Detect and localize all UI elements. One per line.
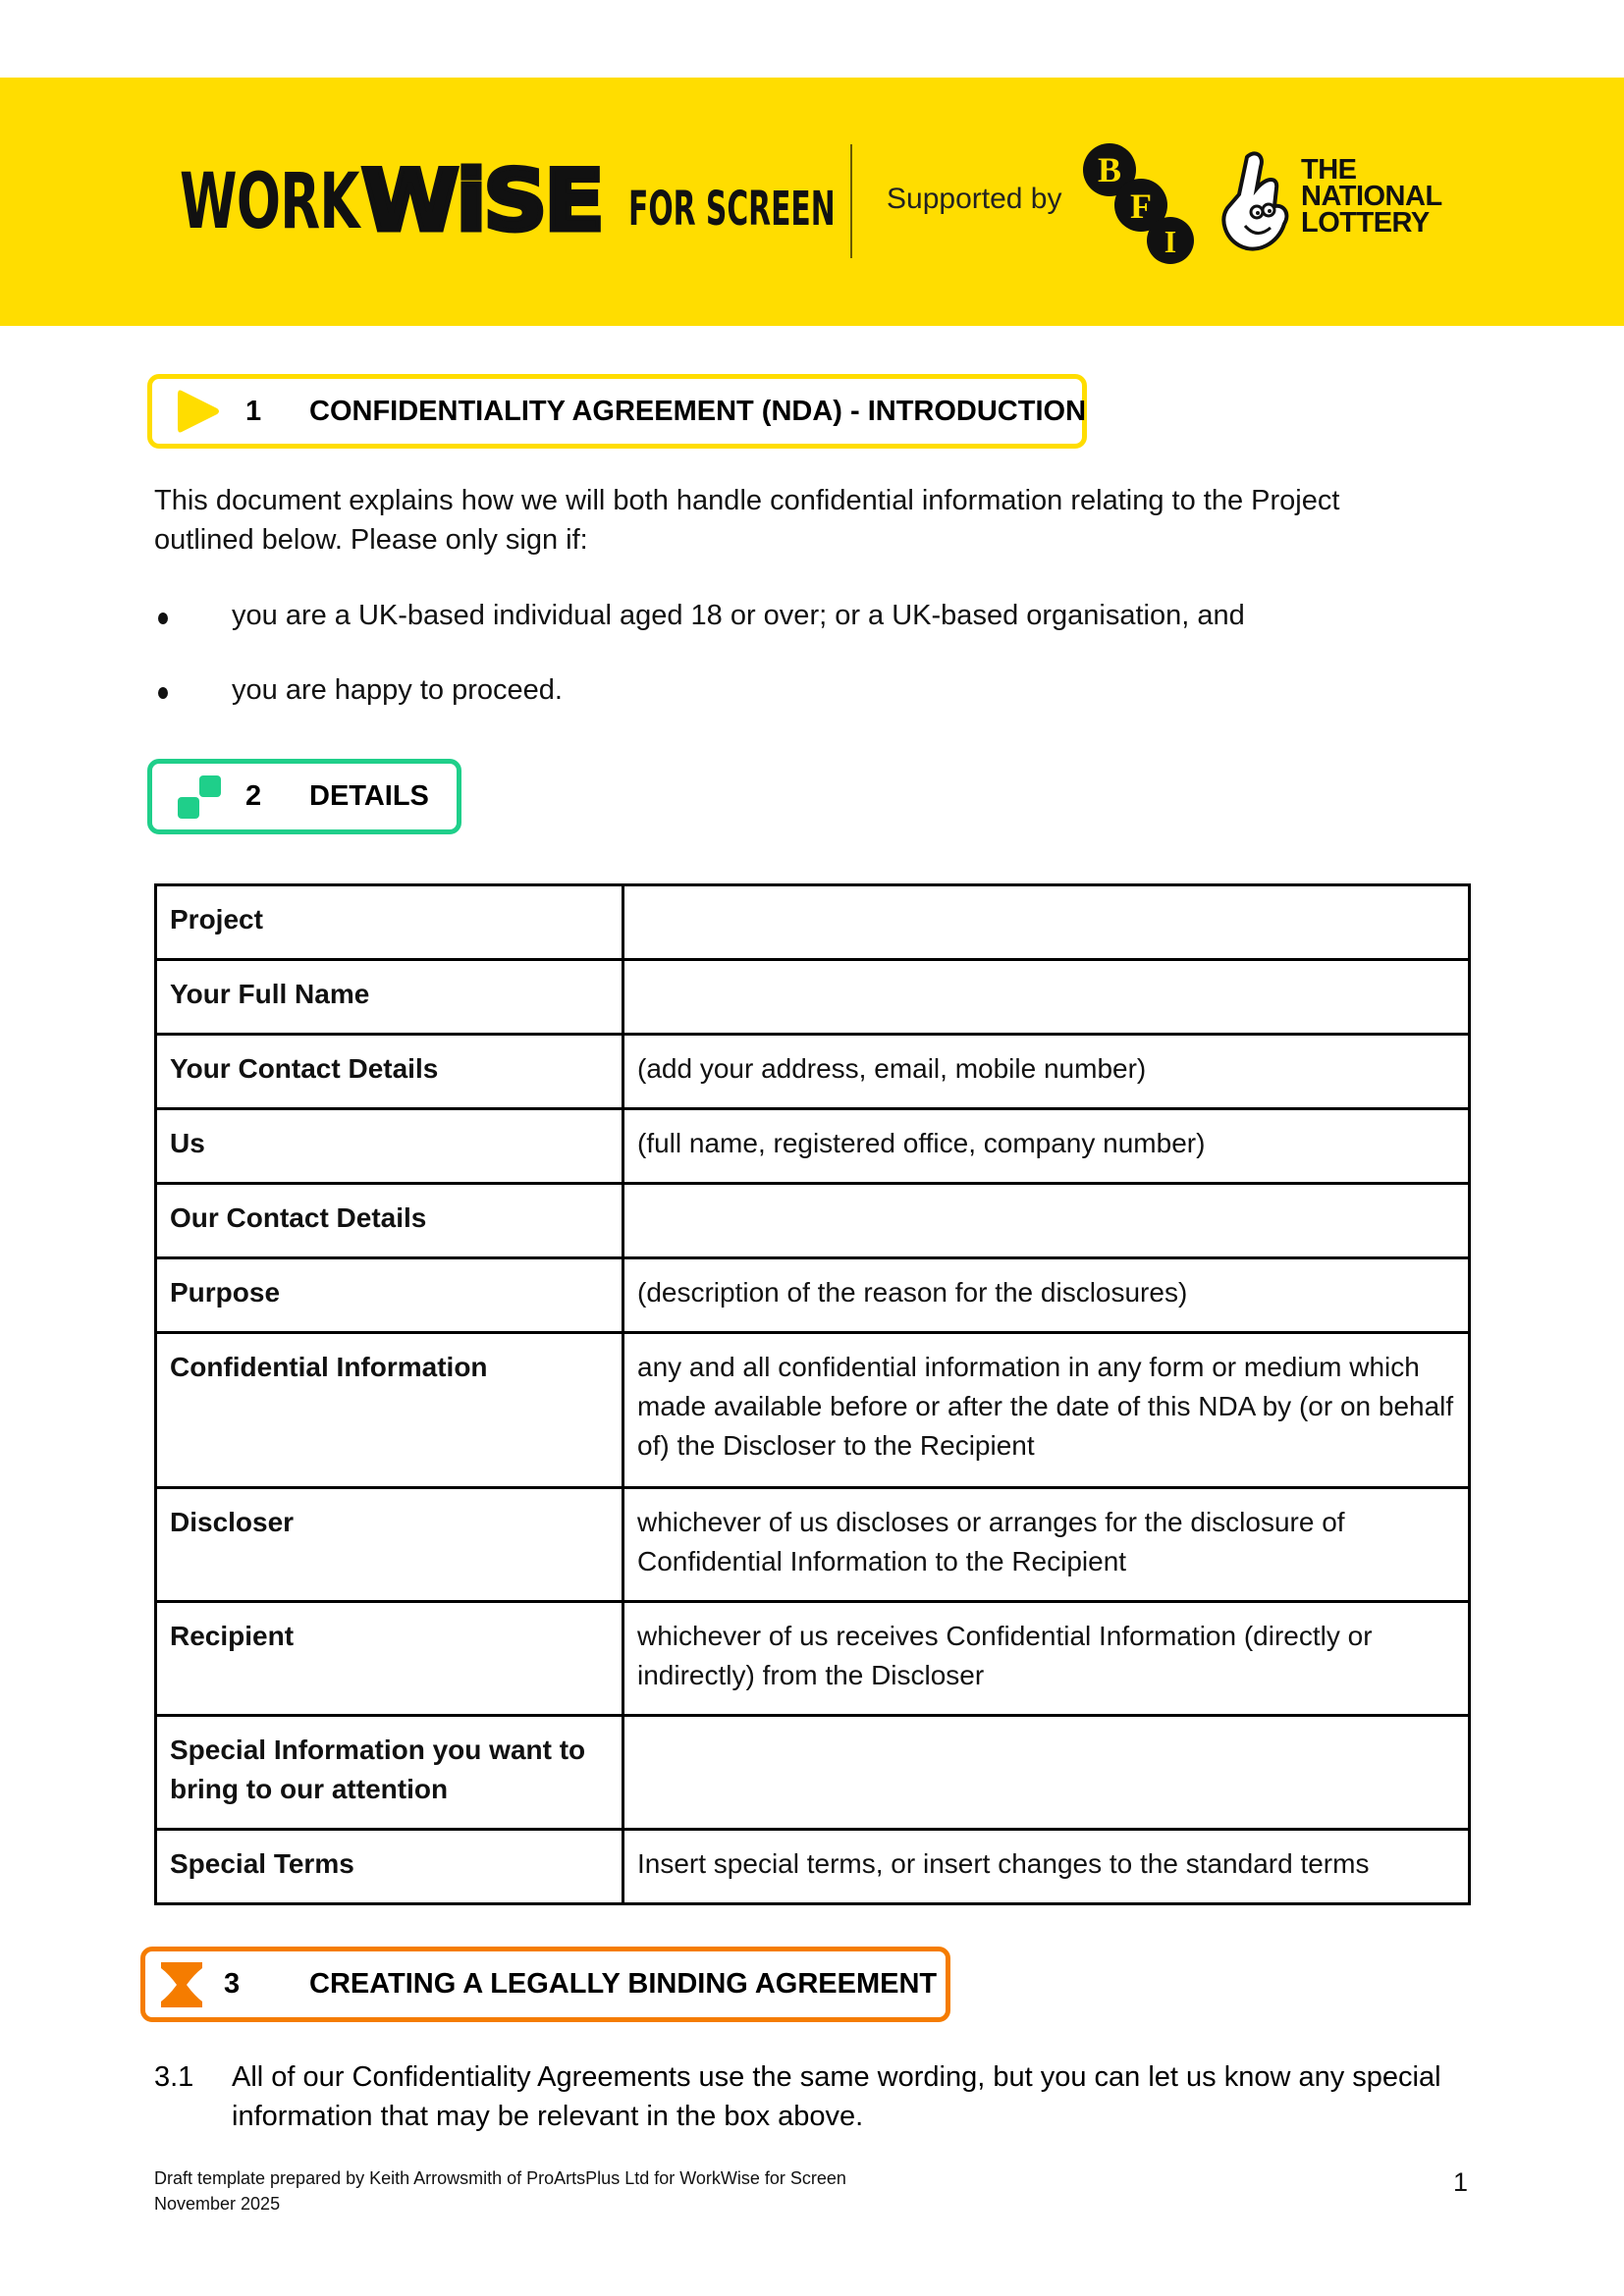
footer-date: November 2025	[154, 2194, 281, 2214]
row-label: Special Terms	[156, 1830, 623, 1904]
row-label: Purpose	[156, 1258, 623, 1333]
bullet-icon	[158, 613, 168, 624]
table-row	[156, 1035, 1470, 1109]
clause-text: All of our Confidentiality Agreements use the same wording, but you can let us know any special information that may be relevant in the box above.	[232, 2061, 1441, 2132]
project-field[interactable]	[623, 885, 1470, 960]
intro-paragraph: This document explains how we will both handle confidential information relating to the Project outlined below. Please only sign if:	[154, 485, 1340, 556]
clause-number: 3.1	[154, 2061, 194, 2093]
table-row	[156, 1602, 1470, 1716]
section-1-heading	[147, 374, 1087, 449]
details-table	[154, 883, 1471, 1905]
row-label: Project	[156, 885, 623, 960]
section-1-title: CONFIDENTIALITY AGREEMENT (NDA) - INTRODUCTION	[309, 395, 1087, 427]
supported-by-label: Supported by	[887, 183, 1062, 215]
row-label: Us	[156, 1109, 623, 1184]
us-field[interactable]: (full name, registered office, company number)	[623, 1109, 1470, 1184]
svg-text:I: I	[1164, 224, 1177, 259]
bullet-icon	[158, 687, 168, 699]
header-divider	[850, 144, 852, 258]
footer	[154, 2165, 846, 2216]
section-2-title: DETAILS	[309, 780, 429, 812]
logo-for-screen: FOR SCREEN	[628, 182, 836, 237]
logo-work: WORK	[180, 158, 359, 246]
full-name-field[interactable]	[623, 960, 1470, 1035]
row-label: Our Contact Details	[156, 1184, 623, 1258]
svg-text:F: F	[1130, 187, 1152, 226]
table-row	[156, 960, 1470, 1035]
row-label: Your Full Name	[156, 960, 623, 1035]
table-row	[156, 1830, 1470, 1904]
svg-text:B: B	[1097, 150, 1122, 189]
row-label: Special Information you want to bring to our attention	[156, 1716, 623, 1830]
section-2-number: 2	[245, 780, 262, 812]
table-row	[156, 1258, 1470, 1333]
lottery-text: THE NATIONAL LOTTERY	[1301, 154, 1442, 239]
purpose-field[interactable]: (description of the reason for the disclosures)	[623, 1258, 1470, 1333]
row-value: whichever of us receives Confidential Information (directly or indirectly) from the Discloser	[623, 1602, 1470, 1716]
section-3-title: CREATING A LEGALLY BINDING AGREEMENT	[309, 1968, 938, 2000]
hourglass-icon	[159, 1960, 204, 2009]
section-1-number: 1	[245, 395, 262, 427]
row-label: Discloser	[156, 1488, 623, 1602]
national-lottery-logo	[1218, 147, 1453, 260]
workwise-logo	[180, 152, 962, 250]
bfi-logo-icon	[1080, 142, 1198, 265]
row-value: any and all confidential information in any form or medium which made available before or after the date of this NDA by (or on behalf of) the Discloser to the Recipient	[623, 1333, 1470, 1488]
table-row	[156, 1488, 1470, 1602]
section-3-number: 3	[224, 1968, 241, 2000]
section-2-heading	[147, 759, 461, 834]
table-row	[156, 1184, 1470, 1258]
row-label: Your Contact Details	[156, 1035, 623, 1109]
footer-credit: Draft template prepared by Keith Arrowsmith of ProArtsPlus Ltd for WorkWise for Screen	[154, 2168, 846, 2188]
play-triangle-icon	[176, 387, 221, 436]
row-label: Recipient	[156, 1602, 623, 1716]
row-label: Confidential Information	[156, 1333, 623, 1488]
table-row	[156, 1109, 1470, 1184]
table-row	[156, 1333, 1470, 1488]
page-number: 1	[1453, 2167, 1469, 2197]
section-3-heading	[140, 1947, 950, 2022]
intro-bullet-1: you are a UK-based individual aged 18 or over; or a UK-based organisation, and	[232, 600, 1245, 631]
crossed-fingers-icon	[1218, 147, 1301, 260]
intro-bullet-2: you are happy to proceed.	[232, 674, 563, 706]
table-row	[156, 1716, 1470, 1830]
table-row	[156, 885, 1470, 960]
contact-details-field[interactable]: (add your address, email, mobile number)	[623, 1035, 1470, 1109]
row-value: whichever of us discloses or arranges for the disclosure of Confidential Information to the Recipient	[623, 1488, 1470, 1602]
special-information-field[interactable]	[623, 1716, 1470, 1830]
logo-wise: WiSE	[361, 152, 602, 250]
special-terms-field[interactable]: Insert special terms, or insert changes to the standard terms	[623, 1830, 1470, 1904]
our-contact-details-field[interactable]	[623, 1184, 1470, 1258]
two-squares-icon	[176, 774, 225, 823]
